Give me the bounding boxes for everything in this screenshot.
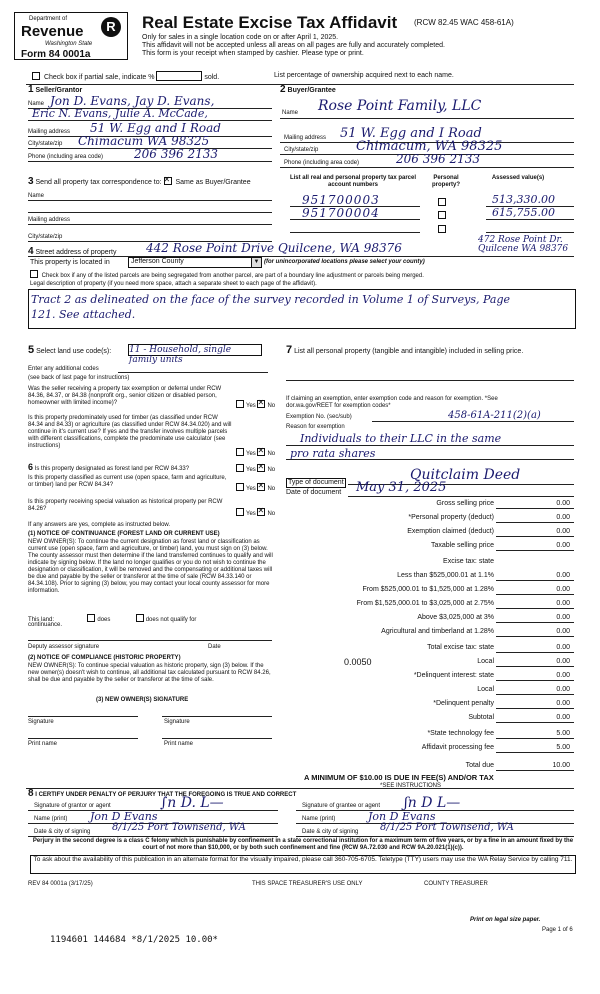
deputy-date-label: Date — [208, 644, 221, 650]
header-note-3: This form is your receipt when stamped by cashier. Please type or print. — [142, 50, 364, 57]
q-current-use-answers: Yes ✕ No — [236, 483, 275, 493]
land-does-not-checkbox[interactable] — [136, 614, 144, 622]
county-select-value: Jefferson County — [131, 258, 184, 265]
seller-phone-label: Phone (including area code) — [28, 154, 104, 160]
parcel-row-1-personal-checkbox[interactable] — [438, 198, 446, 206]
q-forest-text: 6 Is this property designated as forest land per RCW 84.33? — [28, 462, 190, 472]
q-historic-answers: Yes ✕ No — [236, 508, 275, 518]
seller-name-value-2[interactable]: Eric N. Evans, Julie A. McCade, — [32, 107, 208, 120]
sold-label: sold. — [204, 74, 220, 81]
street-label: 4 Street address of property — [28, 246, 117, 257]
buyer-address-label: Mailing address — [284, 135, 327, 141]
local-rate: 0.0050 — [344, 657, 372, 667]
owner-sig-label-1: Signature — [28, 719, 54, 725]
see-back-label: (see back of last page for instructions) — [28, 375, 130, 381]
q-exemption-no[interactable] — [257, 400, 265, 408]
buyer-name-label: Name — [282, 110, 299, 116]
legal-value-2: 121. See attached. — [31, 308, 136, 321]
seller-city-label: City/state/zip — [28, 141, 63, 147]
partial-sale-row — [32, 71, 219, 82]
header-note-2: This affidavit will not be accepted unless all areas on all pages are fully and accurately completed. — [142, 42, 445, 49]
parcel-personal-header: Personal property? — [431, 175, 460, 188]
county-select[interactable] — [128, 257, 262, 268]
q-timber-yes[interactable] — [236, 448, 244, 456]
grantee-sig-label: Signature of grantee or agent — [302, 803, 381, 809]
corr-address-label: Mailing address — [28, 217, 71, 223]
legal-value-1: Tract 2 as delineated on the face of the survey recorded in Volume 1 of Surveys, Page — [31, 293, 511, 306]
tax-value: 0.00 — [556, 586, 570, 593]
seller-city-value[interactable]: Chimacum WA 98325 — [78, 134, 210, 148]
q-forest-yes[interactable] — [236, 464, 244, 472]
grantor-date-value[interactable]: 8/1/25 Port Townsend, WA — [112, 822, 246, 833]
tax-value: 0.00 — [556, 658, 570, 665]
segregated-checkbox[interactable] — [30, 270, 38, 278]
parcel-row-2-number[interactable]: 951700004 — [302, 206, 380, 220]
logo-line3: Washington State — [45, 41, 93, 47]
logo-line1: Department of — [29, 16, 68, 22]
q-historic-text: Is this property receiving special valuation as historical property per RCW 84.26? — [28, 499, 223, 512]
tax-value: 5.00 — [556, 744, 570, 751]
q-historic-yes[interactable] — [236, 508, 244, 516]
owner-print-label-1: Print name — [28, 741, 58, 747]
street-value-2[interactable]: 472 Rose Point Dr. Quilcene WA 98376 — [478, 235, 569, 254]
tax-value: 0.00 — [556, 700, 570, 707]
grantee-name-value[interactable]: Jon D Evans — [368, 810, 436, 823]
corr-city-label: City/state/zip — [28, 234, 63, 240]
tax-value: 0.00 — [556, 672, 570, 679]
reason-value-2[interactable]: pro rata shares — [290, 447, 376, 460]
tax-value: 0.00 — [556, 686, 570, 693]
tax-value: 0.00 — [556, 600, 570, 607]
q-forest-answers: Yes ✕ No — [236, 464, 275, 474]
seller-phone-value[interactable]: 206 396 2133 — [134, 147, 218, 161]
doc-date-value[interactable]: May 31, 2025 — [356, 480, 447, 495]
q-current-use-no[interactable] — [257, 483, 265, 491]
parcel-row-1-value[interactable]: 513,330.00 — [492, 193, 555, 206]
parcel-row-3-personal-checkbox[interactable] — [438, 225, 446, 233]
buyer-name-value[interactable]: Rose Point Family, LLC — [318, 98, 482, 114]
doc-date-label: Date of document — [286, 489, 342, 496]
same-as-buyer-checkbox[interactable] — [164, 177, 172, 185]
perjury-statement: Perjury in the second degree is a class C felony which is punishable by confinement in a state correctional institution for a maximum term of five years, or by a fine in an amount fixed by the court of not more than $10,000, or by both such confinement and fine (RCW 9A.72.030 and RCW 9A.20.021(1)(c)). — [32, 838, 574, 851]
parcel-row-2-personal-checkbox[interactable] — [438, 211, 446, 219]
tax-value: 0.00 — [556, 500, 570, 507]
county-note: (for unincorporated locations please select your county) — [264, 259, 425, 265]
ownership-note: List percentage of ownership acquired next to each name. — [274, 72, 454, 79]
q-exemption-text: Was the seller receiving a property tax exemption or deferral under RCW 84.36, 84.37, or 84.38 (nonprofit org., senior citizen or disabled person, homeowner with limited income)? — [28, 386, 222, 406]
q-timber-text: Is this property predominately used for timber (as classified under RCW 84.34 and 84.33) or agriculture (as classified under RCW 84.34.020) and will continue in it's current use? If yes and the transfer involves multiple parcels with different classifications, complete the predominate use calculator (see instructions) — [28, 415, 232, 449]
exempt-note: If claiming an exemption, enter exemption code and reason for exemption. *See dor.wa.gov/REET for exemption codes* — [286, 396, 498, 409]
logo-box — [14, 12, 128, 60]
accessibility-text: To ask about the availability of this publication in an alternate format for the visually impaired, please call 360-705-6705. Teletype (TTY) users may use the WA Relay Service by calling 711. — [33, 856, 573, 863]
grantor-date-label: Date & city of signing — [34, 829, 91, 835]
corr-name-label: Name — [28, 193, 45, 199]
parcel-value-header: Assessed value(s) — [491, 175, 545, 181]
header-note-1: Only for sales in a single location code on or after April 1, 2025. — [142, 34, 339, 41]
page-title: Real Estate Excise Tax Affidavit — [142, 13, 398, 32]
buyer-city-value[interactable]: Chimacum, WA 98325 — [356, 139, 503, 154]
minimum-due-note: A MINIMUM OF $10.00 IS DUE IN FEE(S) AND/OR TAX — [304, 773, 494, 782]
seller-name-value-1[interactable]: Jon D. Evans, Jay D. Evans, — [50, 94, 215, 108]
grantor-name-label: Name (print) — [34, 816, 68, 822]
tax-value: 10.00 — [552, 762, 570, 769]
seller-address-label: Mailing address — [28, 129, 71, 135]
q-timber-answers: Yes ✕ No — [236, 448, 275, 458]
q-exemption-answers: Yes ✕ No — [236, 400, 275, 410]
reason-label: Reason for exemption — [286, 424, 345, 430]
seller-section-title: 1 Seller/Grantor — [28, 84, 83, 95]
q-current-use-text: Is this property classified as current use (open space, farm and agriculture, or timber) land per RCW 84.34? — [28, 475, 227, 488]
if-yes-note: If any answers are yes, complete as instructed below. — [28, 522, 171, 528]
land-does-checkbox[interactable] — [87, 614, 95, 622]
grantee-date-value[interactable]: 8/1/25 Port Townsend, WA — [380, 822, 514, 833]
form-number: Form 84 0001a — [21, 49, 91, 60]
seller-name-label: Name — [28, 101, 45, 107]
parcel-list-header: List all real and personal property tax parcel account numbers — [289, 175, 417, 188]
buyer-address-value[interactable]: 51 W. Egg and I Road — [340, 126, 482, 141]
tax-value: 5.00 — [556, 730, 570, 737]
grantee-name-label: Name (print) — [302, 816, 336, 822]
partial-sale-label: Check box if partial sale, indicate % — [43, 74, 155, 81]
doc-type-value[interactable]: Quitclaim Deed — [410, 467, 521, 483]
correspondence-row: 3 Send all property tax correspondence to: ✕ Same as Buyer/Grantee — [28, 177, 251, 187]
exemption-no-label: Exemption No. (sec/sub) — [286, 414, 352, 420]
q-exemption-yes[interactable] — [236, 400, 244, 408]
tax-value: 0.00 — [556, 542, 570, 549]
tax-value: 0.00 — [556, 628, 570, 635]
personal-property-label: 7 List all personal property (tangible and intangible) included in selling price. — [286, 344, 524, 356]
deputy-sig-label: Deputy assessor signature — [28, 644, 100, 650]
tax-value: 0.00 — [556, 528, 570, 535]
correspondence-label: Send all property tax correspondence to: — [35, 179, 162, 186]
notice2-text: NEW OWNER(S): To continue special valuation as historic property, sign (3) below. If the new owner(s) doesn't wish to continue, all additional tax calculated pursuant to RCW 84.26, shall be due and payable by the seller or transferor at the time of sale. — [28, 663, 271, 683]
this-land-row: This land: does does not qualify for — [28, 614, 196, 624]
segregated-label: Check box if any of the listed parcels are being segregated from another parcel, are part of a boundary line adjustment or parcels being merged. — [41, 273, 424, 279]
legal-label: Legal description of property (if you need more space, attach a separate sheet to each page of the affidavit). — [30, 281, 317, 287]
county-label: This property is located in — [30, 259, 110, 266]
grantor-name-value[interactable]: Jon D Evans — [90, 810, 158, 823]
see-instructions: *SEE INSTRUCTIONS — [380, 783, 442, 789]
county-treasurer-label: COUNTY TREASURER — [424, 881, 488, 887]
land-use-select[interactable] — [128, 344, 262, 365]
tax-value: 0.00 — [556, 514, 570, 521]
seller-address-value[interactable]: 51 W. Egg and I Road — [90, 121, 221, 135]
buyer-city-label: City/state/zip — [284, 147, 319, 153]
buyer-section-title: 2 Buyer/Grantee — [280, 84, 336, 95]
parcel-row-2-value[interactable]: 615,755.00 — [492, 206, 555, 219]
exemption-no-value[interactable]: 458-61A-211(2)(a) — [448, 410, 541, 421]
owner-sig-label-2: Signature — [164, 719, 190, 725]
tax-value: 0.00 — [556, 714, 570, 721]
tax-value: 0.00 — [556, 572, 570, 579]
legal-description-box[interactable] — [28, 289, 576, 329]
reason-value-1[interactable]: Individuals to their LLC in the same — [300, 432, 502, 445]
page-number: Page 1 of 6 — [542, 927, 573, 933]
q-timber-no[interactable] — [257, 448, 265, 456]
notice2-title: (2) NOTICE OF COMPLIANCE (HISTORIC PROPERTY) — [28, 655, 181, 661]
new-owner-sig-title: (3) NEW OWNER(S) SIGNATURE — [96, 697, 189, 703]
continuance-label: continuance. — [28, 622, 63, 628]
logo-line2: Revenue — [21, 23, 84, 40]
land-use-value: 11 - Household, single family units — [129, 345, 232, 365]
logo-icon: R — [101, 17, 121, 37]
certify-statement: 8 I CERTIFY UNDER PENALTY OF PERJURY THAT THE FOREGOING IS TRUE AND CORRECT — [28, 788, 297, 799]
land-use-label: 5 Select land use code(s): — [28, 344, 112, 356]
notice1-title: (1) NOTICE OF CONTINUANCE (FOREST LAND OR CURRENT USE) — [28, 531, 220, 537]
grantor-signature[interactable]: ∫n D. L— — [160, 795, 224, 811]
segregated-row — [30, 270, 424, 280]
buyer-phone-label: Phone (including area code) — [284, 160, 360, 166]
same-as-buyer-label: Same as Buyer/Grantee — [175, 179, 251, 186]
doc-type-label: Type of document — [288, 479, 344, 486]
q-current-use-yes[interactable] — [236, 483, 244, 491]
grantee-signature[interactable]: ʃn D L— — [404, 795, 461, 811]
tax-value: 0.00 — [556, 614, 570, 621]
tax-value: 0.00 — [556, 644, 570, 651]
legal-paper-note: Print on legal size paper. — [470, 917, 541, 923]
additional-codes-label: Enter any additional codes — [28, 366, 99, 372]
grantee-date-label: Date & city of signing — [302, 829, 359, 835]
street-value[interactable]: 442 Rose Point Drive Quilcene, WA 98376 — [146, 241, 402, 255]
notice1-text: NEW OWNER(S): To continue the current designation as forest land or classification as current use (open space, farm and agriculture, or timber) land, you must sign on (3) below. The county assessor must then determine if the land transferred continues to qualify and will indicate by signing below. If the land no longer qualifies or you do not wish to continue the designation or classification, it will be removed and the compensating or additional taxes will be due and payable by the seller or transferor at the time of sale (RCW 84.33.140 or 84.34.108). Prior to signing (3) below, you may contact your local county assessor for more information. — [28, 539, 273, 594]
grantor-sig-label: Signature of grantor or agent — [34, 803, 111, 809]
rev-label: REV 84 0001a (3/17/25) — [28, 881, 93, 887]
parcel-row-1-number[interactable]: 951700003 — [302, 193, 380, 207]
q-forest-no[interactable] — [257, 464, 265, 472]
owner-print-label-2: Print name — [164, 741, 194, 747]
cashier-stamp: 1194601 144684 *8/1/2025 10.00* — [50, 935, 218, 945]
partial-sale-percent-input[interactable] — [156, 71, 202, 81]
title-ref: (RCW 82.45 WAC 458-61A) — [414, 18, 514, 27]
treasurer-use-label: THIS SPACE TREASURER'S USE ONLY — [252, 881, 363, 887]
partial-sale-checkbox[interactable] — [32, 72, 40, 80]
q-historic-no[interactable] — [257, 508, 265, 516]
accessibility-box — [30, 855, 576, 874]
buyer-phone-value[interactable]: 206 396 2133 — [396, 152, 480, 166]
chevron-down-icon: ▼ — [251, 258, 261, 267]
